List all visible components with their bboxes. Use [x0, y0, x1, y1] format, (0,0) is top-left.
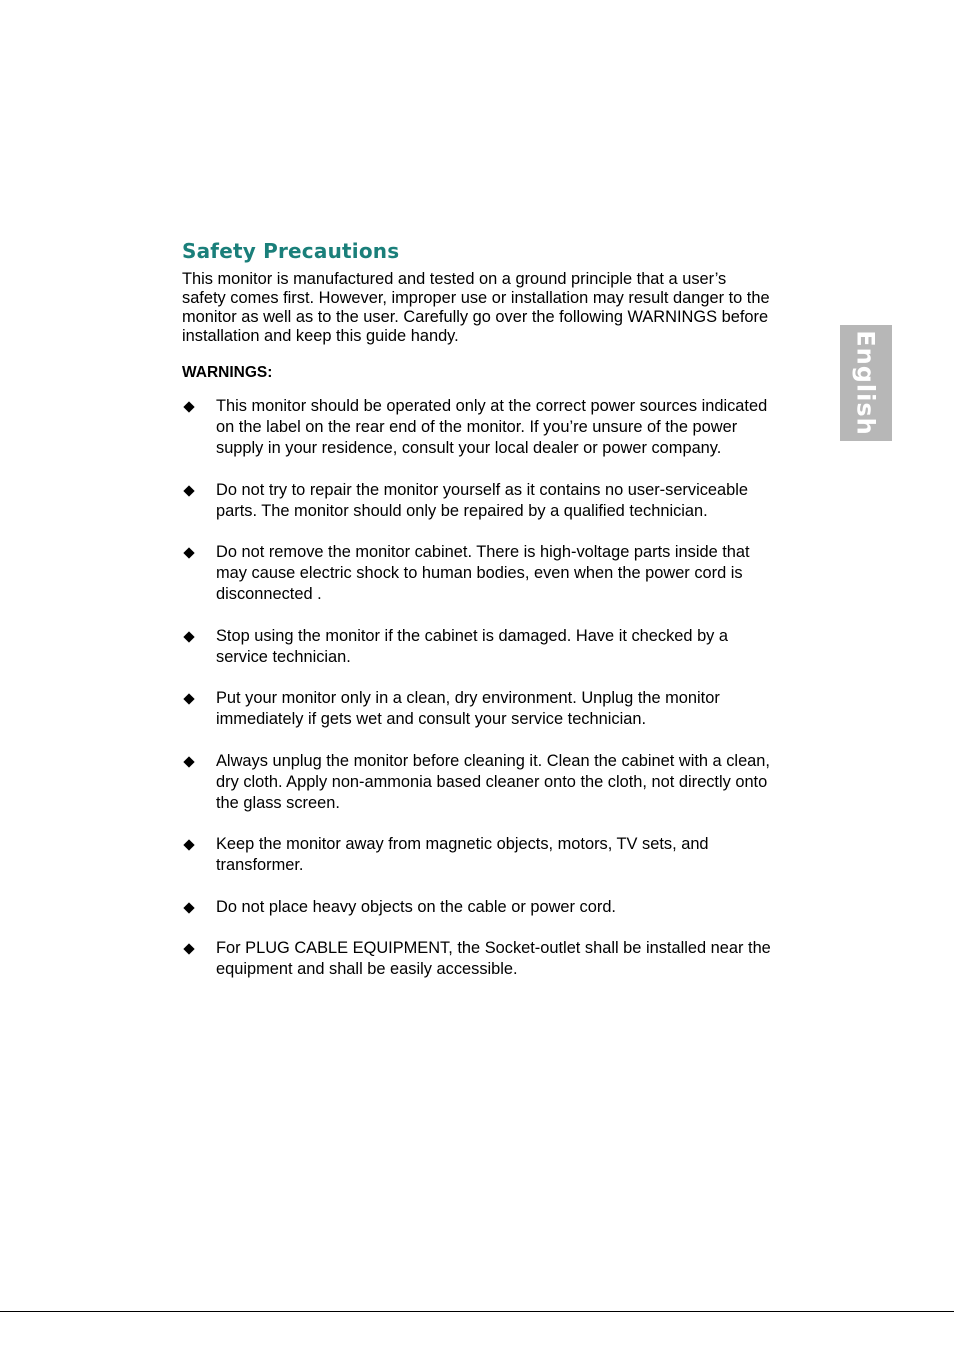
warning-text: Do not try to repair the monitor yourself as it contains no user-serviceable parts. The monitor should only be repaired by a qualified technician.: [216, 480, 749, 520]
warning-item: [182, 751, 774, 814]
warning-text: For PLUG CABLE EQUIPMENT, the Socket-outlet shall be installed near the equipment and shall be easily accessible.: [216, 939, 771, 978]
warning-text: Stop using the monitor if the cabinet is damaged. Have it checked by a service technician.: [216, 626, 729, 666]
footer-divider: [0, 1311, 954, 1312]
diamond-bullet-icon: [184, 840, 194, 850]
warning-text: Do not remove the monitor cabinet. There is high-voltage parts inside that may cause electric shock to human bodies, even when the power cord is disconnected .: [216, 543, 750, 603]
diamond-bullet-icon: [184, 757, 194, 767]
warning-item: [182, 897, 774, 918]
diamond-bullet-icon: [184, 402, 194, 412]
warning-item: [182, 542, 774, 605]
intro-paragraph: This monitor is manufactured and tested on a ground principle that a user’s safety comes first. However, improper use or installation may result danger to the monitor as well as to the user. Carefully go over the following WARNINGS before installation and keep this guide handy.: [182, 270, 770, 345]
warning-list: [182, 396, 774, 980]
warning-text: This monitor should be operated only at the correct power sources indicated on the label on the rear end of the monitor. If you’re unsure of the power supply in your residence, consult your local dealer or power company.: [216, 397, 768, 457]
warning-item: [182, 834, 774, 876]
language-tab-label: English: [852, 330, 881, 436]
language-side-tab: [840, 325, 892, 441]
diamond-bullet-icon: [184, 486, 194, 496]
warning-text: Always unplug the monitor before cleaning it. Clean the cabinet with a clean, dry cloth. Apply non-ammonia based cleaner onto the cloth, not directly onto the glass screen.: [216, 751, 770, 812]
diamond-bullet-icon: [184, 903, 194, 913]
warning-text: Keep the monitor away from magnetic objects, motors, TV sets, and transformer.: [216, 835, 709, 874]
diamond-bullet-icon: [184, 694, 194, 704]
safety-precautions-section: [182, 238, 774, 1001]
warnings-label: WARNINGS:: [182, 364, 273, 381]
warning-item: [182, 480, 774, 522]
warning-text: Do not place heavy objects on the cable or power cord.: [216, 897, 616, 916]
warning-text: Put your monitor only in a clean, dry environment. Unplug the monitor immediately if gets wet and consult your service technician.: [216, 689, 720, 728]
warning-item: [182, 396, 774, 459]
diamond-bullet-icon: [184, 632, 194, 642]
warning-item: [182, 626, 774, 668]
diamond-bullet-icon: [184, 548, 194, 558]
warning-item: [182, 688, 774, 730]
diamond-bullet-icon: [184, 944, 194, 954]
section-title: Safety Precautions: [182, 239, 400, 263]
warning-item: [182, 938, 774, 980]
